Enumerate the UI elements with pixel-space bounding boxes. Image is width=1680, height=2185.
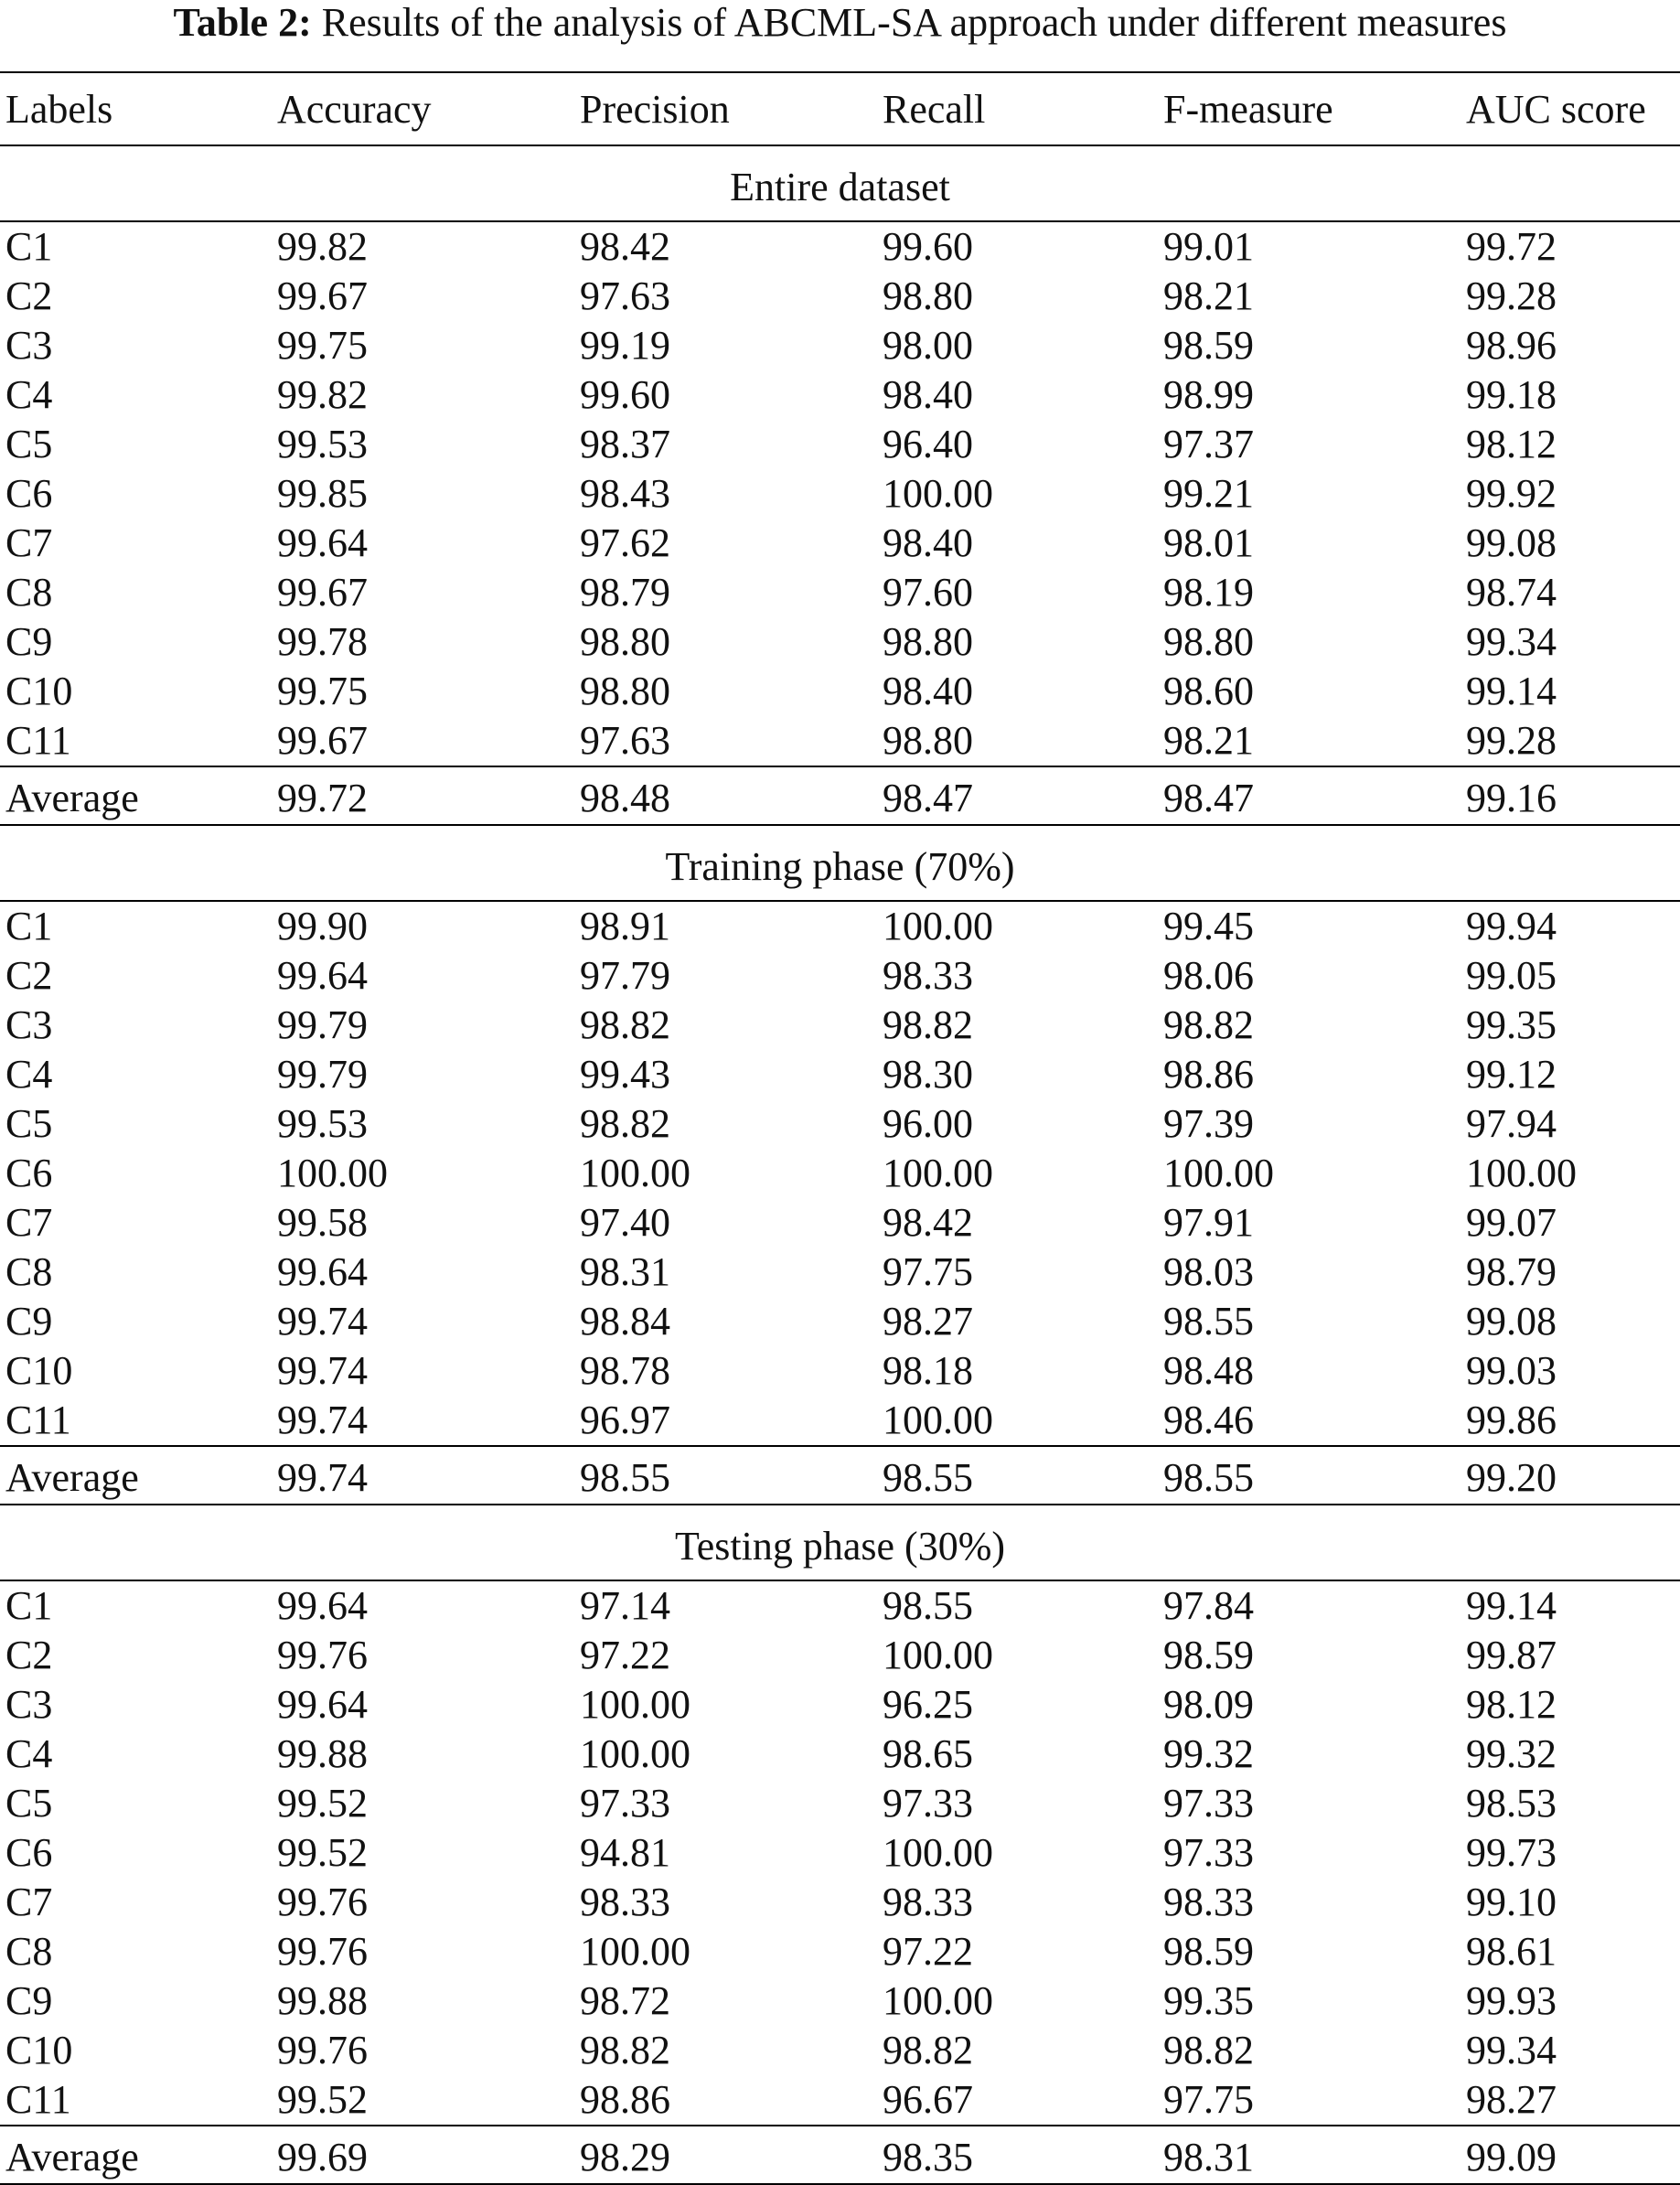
cell-precision: 98.72 bbox=[580, 1978, 670, 2023]
cell-auc-score: 99.05 bbox=[1466, 953, 1557, 998]
cell-f-measure: 98.03 bbox=[1163, 1249, 1254, 1294]
cell-accuracy: 99.52 bbox=[277, 1830, 368, 1875]
cell-auc-score: 98.27 bbox=[1466, 2077, 1557, 2122]
cell-label: C2 bbox=[5, 273, 53, 318]
cell-label: C7 bbox=[5, 1200, 53, 1245]
cell-recall: 98.00 bbox=[883, 323, 973, 368]
cell-f-measure: 98.01 bbox=[1163, 520, 1254, 565]
cell-label: C10 bbox=[5, 1348, 73, 1393]
section-title: Training phase (70%) bbox=[0, 825, 1680, 901]
cell-recall: 98.33 bbox=[883, 1880, 973, 1924]
cell-recall: 100.00 bbox=[883, 1830, 993, 1875]
cell-f-measure: 99.32 bbox=[1163, 1731, 1254, 1776]
cell-precision: 97.22 bbox=[580, 1633, 670, 1677]
cell-auc-score: 98.12 bbox=[1466, 422, 1557, 466]
table-caption-label: Table 2: bbox=[173, 0, 312, 45]
cell-recall: 98.33 bbox=[883, 953, 973, 998]
cell-precision: 98.86 bbox=[580, 2077, 670, 2122]
average-cell-label: Average bbox=[0, 766, 272, 825]
cell-precision: 98.37 bbox=[580, 422, 670, 466]
cell-f-measure: 97.39 bbox=[1163, 1101, 1254, 1146]
cell-f-measure: 98.48 bbox=[1163, 1348, 1254, 1393]
cell-accuracy: 99.64 bbox=[277, 1249, 368, 1294]
cell-label: C10 bbox=[5, 669, 73, 713]
table-row bbox=[0, 1730, 1680, 1779]
cell-accuracy: 99.52 bbox=[277, 2077, 368, 2122]
cell-label: C2 bbox=[5, 953, 53, 998]
average-cell-f-measure: 98.55 bbox=[1158, 1446, 1461, 1505]
table-row bbox=[0, 1396, 1680, 1446]
cell-recall: 98.80 bbox=[883, 273, 973, 318]
cell-f-measure: 97.75 bbox=[1163, 2077, 1254, 2122]
cell-label: C1 bbox=[5, 1583, 53, 1628]
cell-auc-score: 99.92 bbox=[1466, 471, 1557, 516]
table-caption bbox=[0, 0, 1680, 51]
cell-f-measure: 98.33 bbox=[1163, 1880, 1254, 1924]
cell-label: C10 bbox=[5, 2028, 73, 2073]
cell-accuracy: 99.67 bbox=[277, 273, 368, 318]
column-header-recall: Recall bbox=[877, 72, 1158, 145]
cell-label: C6 bbox=[5, 1151, 53, 1195]
section-title: Testing phase (30%) bbox=[0, 1505, 1680, 1580]
cell-accuracy: 99.76 bbox=[277, 1929, 368, 1974]
cell-auc-score: 98.96 bbox=[1466, 323, 1557, 368]
cell-label: C3 bbox=[5, 1002, 53, 1047]
cell-label: C4 bbox=[5, 1731, 53, 1776]
cell-recall: 98.80 bbox=[883, 619, 973, 664]
cell-precision: 98.43 bbox=[580, 471, 670, 516]
table-row bbox=[0, 716, 1680, 766]
cell-precision: 97.40 bbox=[580, 1200, 670, 1245]
cell-recall: 96.25 bbox=[883, 1682, 973, 1727]
cell-f-measure: 100.00 bbox=[1163, 1151, 1274, 1195]
cell-precision: 98.82 bbox=[580, 1002, 670, 1047]
cell-recall: 98.40 bbox=[883, 669, 973, 713]
cell-auc-score: 99.93 bbox=[1466, 1978, 1557, 2023]
cell-recall: 96.40 bbox=[883, 422, 973, 466]
cell-auc-score: 98.12 bbox=[1466, 1682, 1557, 1727]
cell-recall: 97.22 bbox=[883, 1929, 973, 1974]
average-cell-recall: 98.47 bbox=[877, 766, 1158, 825]
cell-recall: 98.18 bbox=[883, 1348, 973, 1393]
cell-recall: 98.82 bbox=[883, 1002, 973, 1047]
column-header-auc-score: AUC score bbox=[1461, 72, 1680, 145]
table-row bbox=[0, 1149, 1680, 1198]
average-cell-label: Average bbox=[0, 1446, 272, 1505]
table-body bbox=[0, 145, 1680, 2184]
cell-recall: 97.60 bbox=[883, 570, 973, 615]
table-row bbox=[0, 1680, 1680, 1730]
cell-precision: 100.00 bbox=[580, 1151, 690, 1195]
column-header-precision: Precision bbox=[574, 72, 877, 145]
cell-accuracy: 99.67 bbox=[277, 718, 368, 763]
cell-f-measure: 99.21 bbox=[1163, 471, 1254, 516]
cell-accuracy: 99.90 bbox=[277, 904, 368, 948]
cell-f-measure: 97.33 bbox=[1163, 1781, 1254, 1826]
table-row bbox=[0, 901, 1680, 951]
cell-recall: 100.00 bbox=[883, 471, 993, 516]
cell-auc-score: 98.61 bbox=[1466, 1929, 1557, 1974]
table-caption-text: Results of the analysis of ABCML-SA approach under different measures bbox=[321, 0, 1507, 45]
average-row bbox=[0, 1446, 1680, 1505]
cell-f-measure: 97.33 bbox=[1163, 1830, 1254, 1875]
cell-label: C1 bbox=[5, 224, 53, 269]
cell-recall: 98.80 bbox=[883, 718, 973, 763]
cell-precision: 100.00 bbox=[580, 1731, 690, 1776]
average-cell-recall: 98.35 bbox=[877, 2126, 1158, 2184]
cell-auc-score: 99.07 bbox=[1466, 1200, 1557, 1245]
average-cell-precision: 98.29 bbox=[574, 2126, 877, 2184]
cell-precision: 98.91 bbox=[580, 904, 670, 948]
cell-recall: 98.82 bbox=[883, 2028, 973, 2073]
cell-accuracy: 99.85 bbox=[277, 471, 368, 516]
cell-auc-score: 99.94 bbox=[1466, 904, 1557, 948]
cell-accuracy: 99.88 bbox=[277, 1978, 368, 2023]
cell-auc-score: 99.28 bbox=[1466, 718, 1557, 763]
cell-auc-score: 99.08 bbox=[1466, 1299, 1557, 1344]
section-title: Entire dataset bbox=[0, 145, 1680, 221]
cell-precision: 98.82 bbox=[580, 1101, 670, 1146]
cell-recall: 97.33 bbox=[883, 1781, 973, 1826]
cell-auc-score: 99.12 bbox=[1466, 1052, 1557, 1097]
table-row bbox=[0, 469, 1680, 519]
cell-label: C8 bbox=[5, 570, 53, 615]
cell-f-measure: 98.06 bbox=[1163, 953, 1254, 998]
cell-recall: 98.27 bbox=[883, 1299, 973, 1344]
cell-recall: 96.67 bbox=[883, 2077, 973, 2122]
cell-precision: 99.60 bbox=[580, 372, 670, 417]
cell-recall: 100.00 bbox=[883, 1978, 993, 2023]
section-header-row bbox=[0, 825, 1680, 901]
cell-recall: 97.75 bbox=[883, 1249, 973, 1294]
cell-recall: 98.42 bbox=[883, 1200, 973, 1245]
header-row bbox=[0, 72, 1680, 145]
table-row bbox=[0, 2075, 1680, 2126]
cell-label: C3 bbox=[5, 1682, 53, 1727]
average-row bbox=[0, 2126, 1680, 2184]
cell-auc-score: 99.14 bbox=[1466, 669, 1557, 713]
cell-accuracy: 99.53 bbox=[277, 1101, 368, 1146]
cell-label: C5 bbox=[5, 1781, 53, 1826]
cell-recall: 98.40 bbox=[883, 372, 973, 417]
cell-precision: 98.78 bbox=[580, 1348, 670, 1393]
cell-recall: 98.40 bbox=[883, 520, 973, 565]
cell-auc-score: 99.73 bbox=[1466, 1830, 1557, 1875]
cell-auc-score: 97.94 bbox=[1466, 1101, 1557, 1146]
cell-auc-score: 99.86 bbox=[1466, 1398, 1557, 1442]
cell-label: C9 bbox=[5, 619, 53, 664]
cell-accuracy: 99.76 bbox=[277, 1880, 368, 1924]
cell-f-measure: 98.59 bbox=[1163, 1929, 1254, 1974]
cell-label: C4 bbox=[5, 372, 53, 417]
average-cell-accuracy: 99.69 bbox=[272, 2126, 574, 2184]
cell-accuracy: 99.88 bbox=[277, 1731, 368, 1776]
table-row bbox=[0, 519, 1680, 568]
cell-f-measure: 98.59 bbox=[1163, 323, 1254, 368]
cell-auc-score: 99.87 bbox=[1466, 1633, 1557, 1677]
cell-f-measure: 98.82 bbox=[1163, 1002, 1254, 1047]
average-cell-precision: 98.48 bbox=[574, 766, 877, 825]
cell-precision: 98.84 bbox=[580, 1299, 670, 1344]
cell-precision: 98.42 bbox=[580, 224, 670, 269]
cell-accuracy: 99.74 bbox=[277, 1398, 368, 1442]
average-cell-auc-score: 99.09 bbox=[1461, 2126, 1680, 2184]
table-row bbox=[0, 1099, 1680, 1149]
cell-precision: 98.82 bbox=[580, 2028, 670, 2073]
cell-precision: 98.33 bbox=[580, 1880, 670, 1924]
column-header-labels: Labels bbox=[0, 72, 272, 145]
cell-f-measure: 97.37 bbox=[1163, 422, 1254, 466]
cell-accuracy: 99.76 bbox=[277, 2028, 368, 2073]
cell-precision: 97.14 bbox=[580, 1583, 670, 1628]
cell-label: C3 bbox=[5, 323, 53, 368]
average-cell-auc-score: 99.16 bbox=[1461, 766, 1680, 825]
cell-accuracy: 100.00 bbox=[277, 1151, 388, 1195]
column-header-accuracy: Accuracy bbox=[272, 72, 574, 145]
cell-auc-score: 98.53 bbox=[1466, 1781, 1557, 1826]
cell-accuracy: 99.58 bbox=[277, 1200, 368, 1245]
cell-recall: 100.00 bbox=[883, 1398, 993, 1442]
cell-recall: 98.30 bbox=[883, 1052, 973, 1097]
table-row bbox=[0, 2026, 1680, 2075]
table-row bbox=[0, 1050, 1680, 1099]
cell-precision: 96.97 bbox=[580, 1398, 670, 1442]
cell-f-measure: 98.59 bbox=[1163, 1633, 1254, 1677]
cell-f-measure: 98.09 bbox=[1163, 1682, 1254, 1727]
table-row bbox=[0, 568, 1680, 617]
cell-label: C5 bbox=[5, 1101, 53, 1146]
cell-accuracy: 99.64 bbox=[277, 953, 368, 998]
table-row bbox=[0, 221, 1680, 272]
cell-label: C11 bbox=[5, 1398, 71, 1442]
average-cell-accuracy: 99.72 bbox=[272, 766, 574, 825]
cell-precision: 100.00 bbox=[580, 1682, 690, 1727]
cell-accuracy: 99.64 bbox=[277, 520, 368, 565]
cell-f-measure: 98.86 bbox=[1163, 1052, 1254, 1097]
cell-precision: 100.00 bbox=[580, 1929, 690, 1974]
cell-f-measure: 98.60 bbox=[1163, 669, 1254, 713]
cell-label: C4 bbox=[5, 1052, 53, 1097]
table-row bbox=[0, 1976, 1680, 2026]
table-row bbox=[0, 420, 1680, 469]
table-row bbox=[0, 1779, 1680, 1828]
cell-recall: 96.00 bbox=[883, 1101, 973, 1146]
cell-recall: 100.00 bbox=[883, 1633, 993, 1677]
cell-label: C11 bbox=[5, 2077, 71, 2122]
cell-precision: 97.63 bbox=[580, 718, 670, 763]
average-cell-auc-score: 99.20 bbox=[1461, 1446, 1680, 1505]
cell-accuracy: 99.79 bbox=[277, 1052, 368, 1097]
cell-f-measure: 99.01 bbox=[1163, 224, 1254, 269]
average-row bbox=[0, 766, 1680, 825]
cell-precision: 99.19 bbox=[580, 323, 670, 368]
cell-label: C7 bbox=[5, 1880, 53, 1924]
cell-accuracy: 99.75 bbox=[277, 323, 368, 368]
cell-auc-score: 99.72 bbox=[1466, 224, 1557, 269]
cell-recall: 98.65 bbox=[883, 1731, 973, 1776]
average-cell-f-measure: 98.47 bbox=[1158, 766, 1461, 825]
table-header bbox=[0, 72, 1680, 145]
cell-label: C8 bbox=[5, 1929, 53, 1974]
cell-accuracy: 99.53 bbox=[277, 422, 368, 466]
cell-precision: 99.43 bbox=[580, 1052, 670, 1097]
cell-auc-score: 99.03 bbox=[1466, 1348, 1557, 1393]
table-row bbox=[0, 1297, 1680, 1346]
average-cell-label: Average bbox=[0, 2126, 272, 2184]
cell-auc-score: 99.35 bbox=[1466, 1002, 1557, 1047]
cell-label: C11 bbox=[5, 718, 71, 763]
table-row bbox=[0, 667, 1680, 716]
cell-label: C5 bbox=[5, 422, 53, 466]
cell-label: C2 bbox=[5, 1633, 53, 1677]
cell-auc-score: 99.34 bbox=[1466, 2028, 1557, 2073]
table-row bbox=[0, 1580, 1680, 1631]
table-row bbox=[0, 1198, 1680, 1248]
cell-accuracy: 99.74 bbox=[277, 1299, 368, 1344]
cell-accuracy: 99.74 bbox=[277, 1348, 368, 1393]
cell-auc-score: 99.34 bbox=[1466, 619, 1557, 664]
cell-precision: 98.31 bbox=[580, 1249, 670, 1294]
cell-label: C9 bbox=[5, 1299, 53, 1344]
section-header-row bbox=[0, 145, 1680, 221]
cell-f-measure: 97.84 bbox=[1163, 1583, 1254, 1628]
table-row bbox=[0, 1346, 1680, 1396]
table-row bbox=[0, 1001, 1680, 1050]
table-row bbox=[0, 1878, 1680, 1927]
cell-precision: 97.63 bbox=[580, 273, 670, 318]
table-row bbox=[0, 1828, 1680, 1878]
cell-accuracy: 99.78 bbox=[277, 619, 368, 664]
cell-label: C6 bbox=[5, 471, 53, 516]
average-cell-precision: 98.55 bbox=[574, 1446, 877, 1505]
cell-precision: 98.80 bbox=[580, 619, 670, 664]
cell-auc-score: 99.14 bbox=[1466, 1583, 1557, 1628]
cell-auc-score: 99.18 bbox=[1466, 372, 1557, 417]
cell-label: C6 bbox=[5, 1830, 53, 1875]
cell-label: C8 bbox=[5, 1249, 53, 1294]
cell-auc-score: 99.08 bbox=[1466, 520, 1557, 565]
section-header-row bbox=[0, 1505, 1680, 1580]
average-cell-recall: 98.55 bbox=[877, 1446, 1158, 1505]
cell-auc-score: 98.79 bbox=[1466, 1249, 1557, 1294]
cell-f-measure: 99.45 bbox=[1163, 904, 1254, 948]
cell-precision: 98.80 bbox=[580, 669, 670, 713]
cell-label: C1 bbox=[5, 904, 53, 948]
cell-precision: 94.81 bbox=[580, 1830, 670, 1875]
cell-accuracy: 99.79 bbox=[277, 1002, 368, 1047]
cell-recall: 98.55 bbox=[883, 1583, 973, 1628]
cell-f-measure: 97.91 bbox=[1163, 1200, 1254, 1245]
cell-accuracy: 99.82 bbox=[277, 224, 368, 269]
column-header-f-measure: F-measure bbox=[1158, 72, 1461, 145]
cell-precision: 97.33 bbox=[580, 1781, 670, 1826]
cell-recall: 100.00 bbox=[883, 1151, 993, 1195]
table-row bbox=[0, 1631, 1680, 1680]
cell-precision: 97.62 bbox=[580, 520, 670, 565]
cell-auc-score: 100.00 bbox=[1466, 1151, 1577, 1195]
cell-accuracy: 99.67 bbox=[277, 570, 368, 615]
cell-precision: 97.79 bbox=[580, 953, 670, 998]
cell-recall: 100.00 bbox=[883, 904, 993, 948]
table-row bbox=[0, 321, 1680, 370]
cell-accuracy: 99.76 bbox=[277, 1633, 368, 1677]
cell-f-measure: 99.35 bbox=[1163, 1978, 1254, 2023]
cell-f-measure: 98.21 bbox=[1163, 273, 1254, 318]
cell-auc-score: 99.10 bbox=[1466, 1880, 1557, 1924]
cell-precision: 98.79 bbox=[580, 570, 670, 615]
table-row bbox=[0, 1927, 1680, 1976]
cell-accuracy: 99.64 bbox=[277, 1682, 368, 1727]
cell-f-measure: 98.21 bbox=[1163, 718, 1254, 763]
cell-f-measure: 98.80 bbox=[1163, 619, 1254, 664]
cell-accuracy: 99.64 bbox=[277, 1583, 368, 1628]
results-table bbox=[0, 71, 1680, 2185]
table-row bbox=[0, 951, 1680, 1001]
table-row bbox=[0, 617, 1680, 667]
cell-recall: 99.60 bbox=[883, 224, 973, 269]
cell-f-measure: 98.99 bbox=[1163, 372, 1254, 417]
cell-auc-score: 99.32 bbox=[1466, 1731, 1557, 1776]
cell-accuracy: 99.52 bbox=[277, 1781, 368, 1826]
cell-f-measure: 98.82 bbox=[1163, 2028, 1254, 2073]
table-row bbox=[0, 272, 1680, 321]
cell-accuracy: 99.82 bbox=[277, 372, 368, 417]
cell-f-measure: 98.19 bbox=[1163, 570, 1254, 615]
cell-auc-score: 99.28 bbox=[1466, 273, 1557, 318]
cell-label: C7 bbox=[5, 520, 53, 565]
cell-label: C9 bbox=[5, 1978, 53, 2023]
table-row bbox=[0, 1248, 1680, 1297]
average-cell-accuracy: 99.74 bbox=[272, 1446, 574, 1505]
cell-f-measure: 98.46 bbox=[1163, 1398, 1254, 1442]
cell-f-measure: 98.55 bbox=[1163, 1299, 1254, 1344]
cell-auc-score: 98.74 bbox=[1466, 570, 1557, 615]
cell-accuracy: 99.75 bbox=[277, 669, 368, 713]
average-cell-f-measure: 98.31 bbox=[1158, 2126, 1461, 2184]
table-row bbox=[0, 370, 1680, 420]
